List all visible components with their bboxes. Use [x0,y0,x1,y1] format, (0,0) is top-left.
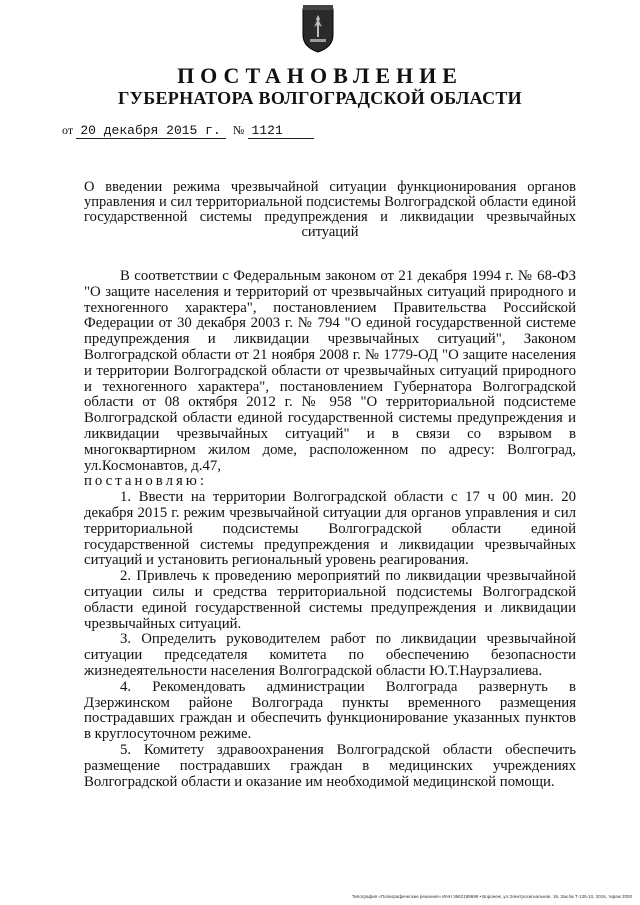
coat-of-arms-icon [301,5,335,53]
document-body [84,269,576,790]
decree-item-4: 4. Рекомендовать администрации Волгограда развернуть в Дзержинском районе Волгограда пункты временного размещения пострадавших граждан и обеспечить функционирование указанных пунктов в круглосуточном режиме. [84,678,576,743]
document-subject: О введении режима чрезвычайной ситуации функционирования органов управления и сил территориальной подсистемы Волгоградской области единой государственной системы предупреждения и ликвидации чрезвычайных ситуаций [84,179,576,240]
decree-item-1: 1. Ввести на территории Волгоградской области с 17 ч 00 мин. 20 декабря 2015 г. режим чрезвычайной ситуации для органов управления и сил территориальной подсистемы Волгоградской области единой государственной системы предупреждения и ликвидации чрезвычайных ситуаций и установить региональный уровень реагирования. [84,489,576,569]
dateline [62,122,314,139]
number-label: № [232,123,245,137]
date-label: от [62,123,74,137]
decree-item-2: 2. Привлечь к проведению мероприятий по ликвидации чрезвычайной ситуации силы и средства территориальной подсистемы Волгоградской области единой государственной системы предупреждения и ликвидации чрезвычайных ситуаций. [84,568,576,632]
decree-word: постановляю: [84,473,207,490]
decree-item-5: 5. Комитету здравоохранения Волгоградской области обеспечить размещение пострадавших граждан в медицинских учреждениях Волгоградской области и оказание им необходимой медицинской помощи. [84,741,576,790]
document-date: 20 декабря 2015 г. [76,123,226,139]
document-title: ПОСТАНОВЛЕНИЕ [177,63,463,88]
decree-item-3: 3. Определить руководителем работ по ликвидации чрезвычайной ситуации председателя комитета по обеспечению безопасности жизнедеятельности населения Волгоградской области Ю.Т.Наурзалиева. [84,631,576,679]
document-issuer: ГУБЕРНАТОРА ВОЛГОГРАДСКОЙ ОБЛАСТИ [118,88,522,108]
printer-footer: Типография «Полиграфические решения» ИНН 3662198698 • Воронеж, ул.Электросигнальная, 19, Зак.№ Т-135-10, 2016, тираж 2000 [351,894,632,899]
preamble-paragraph: В соответствии с Федеральным законом от 21 декабря 1994 г. № 68-ФЗ "О защите населения и территорий от чрезвычайных ситуаций природного и техногенного характера", постановлением Правительства Российской Федерации от 30 декабря 2003 г. № 794 "О единой государственной системе предупреждения и ликвидации чрезвычайных ситуаций", Законом Волгоградской области от 21 ноября 2008 г. № 1779-ОД "О защите населения и территории Волгоградской области от чрезвычайных ситуаций природного и техногенного характера", постановлением Губернатора Волгоградской области от 08 октября 2012 г. № 958 "О территориальной подсистеме Волгоградской области единой государственной системы предупреждения и ликвидации чрезвычайных ситуаций" и в связи со взрывом в многоквартирном жилом доме, расположенном по адресу: Волгоград, ул.Космонавтов, д.47, [84,268,576,474]
document-number: 1121 [248,123,314,139]
